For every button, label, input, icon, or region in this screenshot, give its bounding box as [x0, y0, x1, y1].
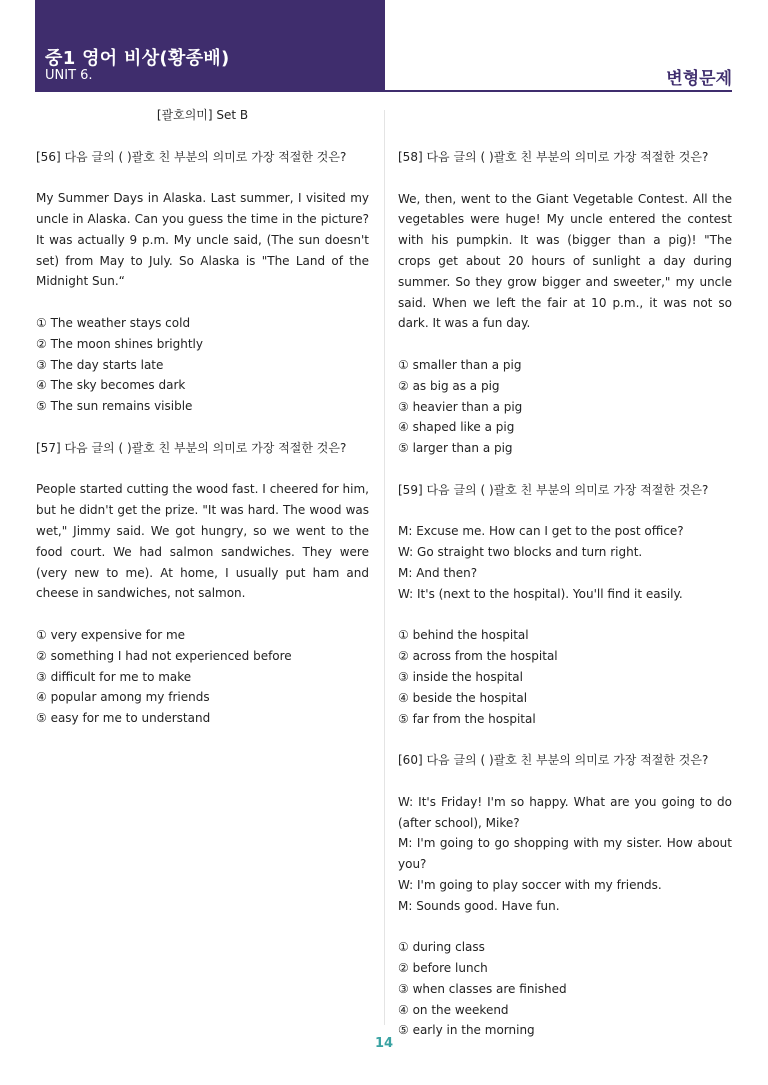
answer-option: ② as big as a pig — [398, 378, 500, 393]
answer-options — [398, 625, 732, 729]
answer-option: ② across from the hospital — [398, 649, 558, 664]
passage-line: M: Excuse me. How can I get to the post office? — [398, 524, 684, 539]
answer-option: ④ beside the hospital — [398, 690, 528, 705]
question-block — [36, 438, 369, 729]
answer-option: ① during class — [398, 940, 485, 955]
answer-option: ④ popular among my friends — [36, 690, 210, 705]
answer-options — [398, 355, 732, 459]
answer-option: ⑤ early in the morning — [398, 1023, 535, 1038]
header-title: 중1 영어 비상(황종배) — [45, 48, 230, 69]
answer-option: ⑤ The sun remains visible — [36, 399, 193, 414]
question-block — [36, 147, 369, 417]
question-block — [398, 750, 732, 1041]
right-column — [398, 147, 732, 1062]
question-passage — [36, 479, 369, 604]
passage-line: M: Sounds good. Have fun. — [398, 898, 560, 913]
passage-line: W: It's (next to the hospital). You'll find it easily. — [398, 586, 683, 601]
header-right-label: 변형문제 — [666, 69, 732, 89]
right-questions — [398, 147, 732, 1041]
header-banner — [35, 0, 385, 92]
answer-options — [398, 937, 732, 1041]
answer-option: ① smaller than a pig — [398, 357, 522, 372]
answer-option: ① The weather stays cold — [36, 315, 191, 330]
answer-option: ③ when classes are finished — [398, 981, 567, 996]
answer-option: ④ on the weekend — [398, 1002, 509, 1017]
answer-option: ④ shaped like a pig — [398, 420, 515, 435]
answer-option: ③ difficult for me to make — [36, 669, 192, 684]
answer-option: ③ inside the hospital — [398, 669, 523, 684]
passage-line: My Summer Days in Alaska. Last summer, I visited my uncle in Alaska. Can you guess the time in the picture? It was actually 9 p.m. My uncle said, (The sun doesn't set) from May to July. So Alaska is "The Land of the Midnight Sun.“ — [36, 191, 369, 289]
answer-option: ② The moon shines brightly — [36, 336, 203, 351]
column-divider — [384, 110, 385, 1025]
passage-line: M: I'm going to go shopping with my sister. How about you? — [398, 836, 732, 872]
left-column — [36, 105, 369, 750]
answer-option: ② something I had not experienced before — [36, 648, 292, 663]
answer-option: ⑤ far from the hospital — [398, 711, 536, 726]
answer-option: ② before lunch — [398, 961, 488, 976]
answer-option: ④ The sky becomes dark — [36, 378, 186, 393]
question-heading: [59] 다음 글의 ( )괄호 친 부분의 의미로 가장 적절한 것은? — [398, 482, 709, 497]
question-heading: [58] 다음 글의 ( )괄호 친 부분의 의미로 가장 적절한 것은? — [398, 150, 709, 164]
question-passage — [36, 188, 369, 292]
question-heading: [57] 다음 글의 ( )괄호 친 부분의 의미로 가장 적절한 것은? — [36, 440, 347, 455]
set-label: [괄호의미] Set B — [156, 108, 249, 122]
answer-options — [36, 313, 369, 417]
answer-option: ⑤ larger than a pig — [398, 441, 513, 456]
header-underline — [385, 90, 732, 92]
passage-line: W: I'm going to play soccer with my friends. — [398, 877, 662, 892]
answer-option: ① very expensive for me — [36, 627, 186, 642]
answer-options — [36, 625, 369, 729]
passage-line: We, then, went to the Giant Vegetable Contest. All the vegetables were huge! My uncle entered the contest with his pumpkin. It was (bigger than a pig)! "The crops get about 20 hours of sunlight a day during summer. So they grow bigger and sweeter," my uncle said. When we left the fair at 10 p.m., it was not so dark. It was a fun day. — [398, 191, 732, 331]
question-passage — [398, 521, 732, 604]
question-passage — [398, 189, 732, 335]
question-block — [398, 480, 732, 730]
passage-line: M: And then? — [398, 565, 478, 580]
question-passage — [398, 792, 732, 917]
passage-line: People started cutting the wood fast. I cheered for him, but he didn't get the prize. "It was hard. The wood was wet," Jimmy said. We got hungry, so we went to the food court. We had salmon sandwiches. They were (very new to me). At home, I usually put ham and cheese in sandwiches, not salmon. — [36, 482, 369, 601]
passage-line: W: It's Friday! I'm so happy. What are you going to do (after school), Mike? — [398, 794, 732, 830]
question-block — [398, 147, 732, 459]
header-unit: UNIT 6. — [45, 68, 93, 83]
answer-option: ⑤ easy for me to understand — [36, 711, 211, 726]
question-heading: [60] 다음 글의 ( )괄호 친 부분의 의미로 가장 적절한 것은? — [398, 753, 709, 768]
answer-option: ③ The day starts late — [36, 357, 164, 372]
left-questions — [36, 147, 369, 729]
question-heading: [56] 다음 글의 ( )괄호 친 부분의 의미로 가장 적절한 것은? — [36, 149, 347, 164]
page-number: 14 — [374, 1036, 394, 1051]
passage-line: W: Go straight two blocks and turn right. — [398, 545, 643, 560]
answer-option: ① behind the hospital — [398, 628, 529, 643]
answer-option: ③ heavier than a pig — [398, 399, 523, 414]
